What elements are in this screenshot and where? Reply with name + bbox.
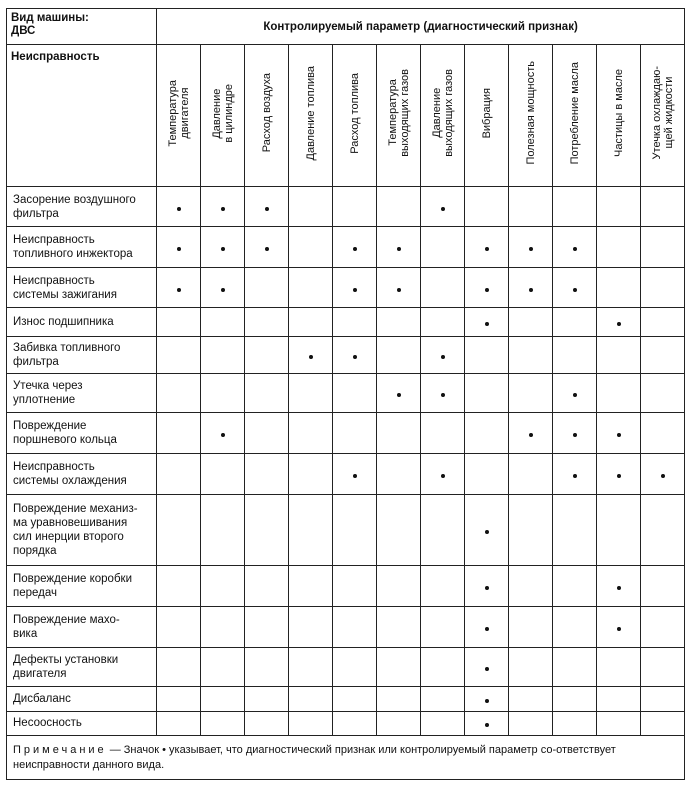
matrix-cell — [245, 187, 289, 227]
table-row — [7, 453, 685, 494]
matrix-cell — [641, 647, 685, 686]
matrix-cell — [289, 606, 333, 647]
matrix-cell — [333, 606, 377, 647]
matrix-cell — [377, 566, 421, 606]
matrix-cell — [597, 374, 641, 413]
bullet-mark-icon — [485, 667, 489, 671]
matrix-cell — [465, 453, 509, 494]
matrix-cell — [465, 647, 509, 686]
fault-name: Дисбаланс — [7, 687, 157, 711]
matrix-cell — [553, 413, 597, 453]
column-header — [641, 45, 685, 187]
bullet-mark-icon — [573, 288, 577, 292]
matrix-cell — [245, 687, 289, 711]
bullet-mark-icon — [573, 433, 577, 437]
fault-name: Повреждение поршневого кольца — [7, 413, 157, 453]
machine-type-text: Вид машины: ДВС — [11, 12, 89, 37]
bullet-mark-icon — [441, 355, 445, 359]
matrix-cell — [289, 566, 333, 606]
table-row — [7, 336, 685, 373]
matrix-cell — [597, 336, 641, 373]
matrix-cell — [245, 453, 289, 494]
bullet-mark-icon — [397, 288, 401, 292]
table-row — [7, 308, 685, 336]
matrix-cell — [421, 495, 465, 566]
matrix-cell — [201, 413, 245, 453]
matrix-cell — [465, 336, 509, 373]
matrix-cell — [201, 308, 245, 336]
column-header — [509, 45, 553, 187]
bullet-mark-icon — [529, 247, 533, 251]
bullet-mark-icon — [617, 474, 621, 478]
bullet-mark-icon — [617, 322, 621, 326]
matrix-cell — [509, 413, 553, 453]
bullet-mark-icon — [485, 723, 489, 727]
matrix-cell — [157, 495, 201, 566]
matrix-cell — [157, 374, 201, 413]
matrix-cell — [245, 267, 289, 307]
matrix-cell — [289, 711, 333, 735]
matrix-cell — [289, 308, 333, 336]
matrix-cell — [201, 711, 245, 735]
column-header — [245, 45, 289, 187]
column-header-label: Вибрация — [480, 87, 493, 139]
matrix-cell — [509, 606, 553, 647]
note-label: Примечание — [13, 743, 107, 756]
table-row — [7, 374, 685, 413]
matrix-cell — [641, 495, 685, 566]
matrix-cell — [421, 711, 465, 735]
bullet-mark-icon — [529, 433, 533, 437]
matrix-cell — [157, 647, 201, 686]
matrix-cell — [289, 687, 333, 711]
matrix-cell — [333, 308, 377, 336]
fault-name: Несоосность — [7, 711, 157, 735]
matrix-cell — [245, 374, 289, 413]
column-header — [597, 45, 641, 187]
matrix-cell — [465, 566, 509, 606]
matrix-cell — [465, 687, 509, 711]
matrix-cell — [509, 495, 553, 566]
matrix-cell — [421, 647, 465, 686]
matrix-cell — [333, 453, 377, 494]
bullet-mark-icon — [485, 288, 489, 292]
matrix-cell — [333, 647, 377, 686]
column-header-label: Температура двигателя — [166, 79, 191, 147]
matrix-cell — [641, 687, 685, 711]
matrix-cell — [245, 227, 289, 267]
matrix-cell — [245, 606, 289, 647]
bullet-mark-icon — [177, 207, 181, 211]
bullet-mark-icon — [573, 474, 577, 478]
bullet-mark-icon — [441, 474, 445, 478]
matrix-cell — [553, 453, 597, 494]
matrix-cell — [377, 413, 421, 453]
matrix-cell — [421, 227, 465, 267]
matrix-cell — [157, 606, 201, 647]
column-header-label: Расход топлива — [348, 72, 361, 154]
column-header-label: Полезная мощность — [524, 61, 537, 165]
table-row — [7, 187, 685, 227]
matrix-cell — [333, 267, 377, 307]
column-headers-row — [7, 45, 685, 187]
matrix-cell — [157, 453, 201, 494]
matrix-cell — [553, 227, 597, 267]
matrix-cell — [333, 336, 377, 373]
table-row — [7, 495, 685, 566]
matrix-cell — [421, 413, 465, 453]
table-row — [7, 606, 685, 647]
matrix-cell — [377, 267, 421, 307]
column-header — [201, 45, 245, 187]
fault-name: Повреждение коробки передач — [7, 566, 157, 606]
matrix-cell — [289, 227, 333, 267]
matrix-cell — [641, 187, 685, 227]
matrix-cell — [201, 374, 245, 413]
matrix-cell — [157, 711, 201, 735]
column-header — [289, 45, 333, 187]
bullet-mark-icon — [353, 288, 357, 292]
matrix-cell — [377, 453, 421, 494]
matrix-cell — [421, 267, 465, 307]
matrix-cell — [641, 606, 685, 647]
matrix-cell — [201, 336, 245, 373]
matrix-cell — [553, 566, 597, 606]
matrix-cell — [597, 227, 641, 267]
bullet-mark-icon — [177, 247, 181, 251]
matrix-cell — [421, 453, 465, 494]
fault-name: Неисправность топливного инжектора — [7, 227, 157, 267]
matrix-cell — [421, 308, 465, 336]
matrix-cell — [201, 227, 245, 267]
matrix-cell — [553, 711, 597, 735]
bullet-mark-icon — [353, 355, 357, 359]
matrix-cell — [641, 453, 685, 494]
matrix-cell — [333, 687, 377, 711]
matrix-cell — [289, 495, 333, 566]
machine-type-label — [7, 9, 157, 45]
note-text: — Значок • указывает, что диагностический признак или контролируемый параметр со-ответствует неисправности данного вида. — [13, 743, 616, 771]
matrix-cell — [509, 267, 553, 307]
table-row — [7, 647, 685, 686]
matrix-cell — [465, 606, 509, 647]
matrix-cell — [377, 495, 421, 566]
fault-name: Засорение воздушного фильтра — [7, 187, 157, 227]
matrix-cell — [421, 606, 465, 647]
column-header-label: Давление топлива — [304, 65, 317, 161]
matrix-cell — [641, 308, 685, 336]
matrix-cell — [509, 647, 553, 686]
matrix-cell — [509, 374, 553, 413]
matrix-cell — [509, 566, 553, 606]
bullet-mark-icon — [221, 433, 225, 437]
matrix-cell — [465, 187, 509, 227]
matrix-cell — [289, 267, 333, 307]
matrix-cell — [465, 495, 509, 566]
bullet-mark-icon — [177, 288, 181, 292]
matrix-cell — [553, 336, 597, 373]
column-header-label: Расход воздуха — [260, 73, 273, 153]
column-header — [553, 45, 597, 187]
bullet-mark-icon — [485, 530, 489, 534]
table-header — [7, 9, 685, 187]
matrix-cell — [597, 308, 641, 336]
matrix-cell — [289, 453, 333, 494]
matrix-cell — [245, 495, 289, 566]
matrix-cell — [597, 453, 641, 494]
matrix-cell — [157, 336, 201, 373]
matrix-cell — [157, 413, 201, 453]
matrix-cell — [509, 187, 553, 227]
matrix-cell — [641, 267, 685, 307]
matrix-cell — [333, 495, 377, 566]
matrix-cell — [201, 187, 245, 227]
fault-name: Утечка через уплотнение — [7, 374, 157, 413]
matrix-cell — [553, 187, 597, 227]
matrix-cell — [553, 495, 597, 566]
fault-name: Неисправность системы зажигания — [7, 267, 157, 307]
matrix-cell — [245, 647, 289, 686]
matrix-cell — [289, 647, 333, 686]
fault-name: Повреждение махо- вика — [7, 606, 157, 647]
column-header-label: Давление в цилиндре — [210, 83, 235, 143]
matrix-cell — [245, 566, 289, 606]
matrix-cell — [333, 187, 377, 227]
matrix-cell — [465, 711, 509, 735]
fault-name: Неисправность системы охлаждения — [7, 453, 157, 494]
matrix-cell — [201, 566, 245, 606]
table-row — [7, 413, 685, 453]
table-note — [7, 736, 685, 780]
matrix-cell — [377, 606, 421, 647]
matrix-cell — [421, 687, 465, 711]
bullet-mark-icon — [485, 586, 489, 590]
table-row — [7, 687, 685, 711]
matrix-cell — [641, 336, 685, 373]
matrix-cell — [509, 308, 553, 336]
column-header — [157, 45, 201, 187]
matrix-cell — [641, 374, 685, 413]
bullet-mark-icon — [441, 207, 445, 211]
matrix-cell — [509, 711, 553, 735]
matrix-cell — [245, 413, 289, 453]
matrix-cell — [421, 336, 465, 373]
matrix-cell — [201, 606, 245, 647]
matrix-cell — [597, 267, 641, 307]
bullet-mark-icon — [485, 247, 489, 251]
matrix-cell — [641, 227, 685, 267]
column-header-label: Утечка охлаждаю- щей жидкости — [650, 66, 675, 160]
fault-column-header: Неисправность — [7, 45, 157, 187]
table-row — [7, 267, 685, 307]
matrix-cell — [201, 453, 245, 494]
matrix-cell — [245, 308, 289, 336]
matrix-cell — [245, 711, 289, 735]
matrix-cell — [597, 711, 641, 735]
bullet-mark-icon — [265, 207, 269, 211]
bullet-mark-icon — [617, 433, 621, 437]
matrix-cell — [333, 227, 377, 267]
bullet-mark-icon — [573, 247, 577, 251]
bullet-mark-icon — [221, 207, 225, 211]
column-header — [421, 45, 465, 187]
bullet-mark-icon — [309, 355, 313, 359]
bullet-mark-icon — [221, 288, 225, 292]
matrix-cell — [597, 647, 641, 686]
matrix-cell — [157, 267, 201, 307]
bullet-mark-icon — [485, 627, 489, 631]
matrix-cell — [465, 413, 509, 453]
matrix-cell — [597, 687, 641, 711]
table-row — [7, 566, 685, 606]
fault-name: Повреждение механиз- ма уравновешивания сил инерции второго порядка — [7, 495, 157, 566]
matrix-cell — [377, 227, 421, 267]
matrix-cell — [553, 308, 597, 336]
bullet-mark-icon — [661, 474, 665, 478]
params-title: Контролируемый параметр (диагностический признак) — [157, 9, 685, 45]
matrix-cell — [333, 374, 377, 413]
table-body — [7, 187, 685, 736]
matrix-cell — [509, 227, 553, 267]
matrix-cell — [201, 495, 245, 566]
matrix-cell — [157, 227, 201, 267]
bullet-mark-icon — [485, 322, 489, 326]
matrix-cell — [597, 413, 641, 453]
matrix-cell — [421, 566, 465, 606]
matrix-cell — [157, 187, 201, 227]
matrix-cell — [597, 566, 641, 606]
matrix-cell — [553, 374, 597, 413]
matrix-cell — [289, 336, 333, 373]
matrix-cell — [465, 308, 509, 336]
bullet-mark-icon — [573, 393, 577, 397]
bullet-mark-icon — [353, 247, 357, 251]
matrix-cell — [465, 267, 509, 307]
column-header — [465, 45, 509, 187]
matrix-cell — [333, 711, 377, 735]
bullet-mark-icon — [485, 699, 489, 703]
matrix-cell — [289, 187, 333, 227]
bullet-mark-icon — [529, 288, 533, 292]
matrix-cell — [377, 711, 421, 735]
column-header — [377, 45, 421, 187]
column-header-label: Температура выходящих газов — [386, 69, 411, 157]
bullet-mark-icon — [397, 247, 401, 251]
matrix-cell — [157, 687, 201, 711]
fault-name: Износ подшипника — [7, 308, 157, 336]
matrix-cell — [201, 687, 245, 711]
matrix-cell — [597, 187, 641, 227]
matrix-cell — [597, 606, 641, 647]
matrix-cell — [377, 336, 421, 373]
matrix-cell — [157, 566, 201, 606]
matrix-cell — [377, 374, 421, 413]
matrix-cell — [201, 267, 245, 307]
column-header — [333, 45, 377, 187]
matrix-cell — [333, 566, 377, 606]
matrix-cell — [553, 687, 597, 711]
matrix-cell — [641, 566, 685, 606]
matrix-cell — [509, 336, 553, 373]
matrix-cell — [289, 374, 333, 413]
matrix-cell — [157, 308, 201, 336]
matrix-cell — [377, 187, 421, 227]
matrix-cell — [641, 711, 685, 735]
matrix-cell — [201, 647, 245, 686]
matrix-cell — [553, 647, 597, 686]
column-header-label: Частицы в масле — [612, 68, 625, 157]
matrix-cell — [465, 374, 509, 413]
bullet-mark-icon — [441, 393, 445, 397]
matrix-cell — [553, 606, 597, 647]
matrix-cell — [641, 413, 685, 453]
diagnostic-matrix-table — [6, 8, 685, 780]
matrix-cell — [509, 687, 553, 711]
column-header-label: Давление выходящих газов — [430, 69, 455, 157]
bullet-mark-icon — [221, 247, 225, 251]
table-row — [7, 711, 685, 735]
matrix-cell — [377, 647, 421, 686]
matrix-cell — [333, 413, 377, 453]
fault-name: Забивка топливного фильтра — [7, 336, 157, 373]
column-header-label: Потребление масла — [568, 61, 581, 165]
bullet-mark-icon — [617, 586, 621, 590]
matrix-cell — [245, 336, 289, 373]
bullet-mark-icon — [265, 247, 269, 251]
matrix-cell — [377, 687, 421, 711]
bullet-mark-icon — [617, 627, 621, 631]
matrix-cell — [509, 453, 553, 494]
matrix-cell — [421, 374, 465, 413]
matrix-cell — [597, 495, 641, 566]
table-row — [7, 227, 685, 267]
bullet-mark-icon — [353, 474, 357, 478]
bullet-mark-icon — [397, 393, 401, 397]
matrix-cell — [465, 227, 509, 267]
matrix-cell — [553, 267, 597, 307]
matrix-cell — [377, 308, 421, 336]
matrix-cell — [421, 187, 465, 227]
fault-name: Дефекты установки двигателя — [7, 647, 157, 686]
matrix-cell — [289, 413, 333, 453]
